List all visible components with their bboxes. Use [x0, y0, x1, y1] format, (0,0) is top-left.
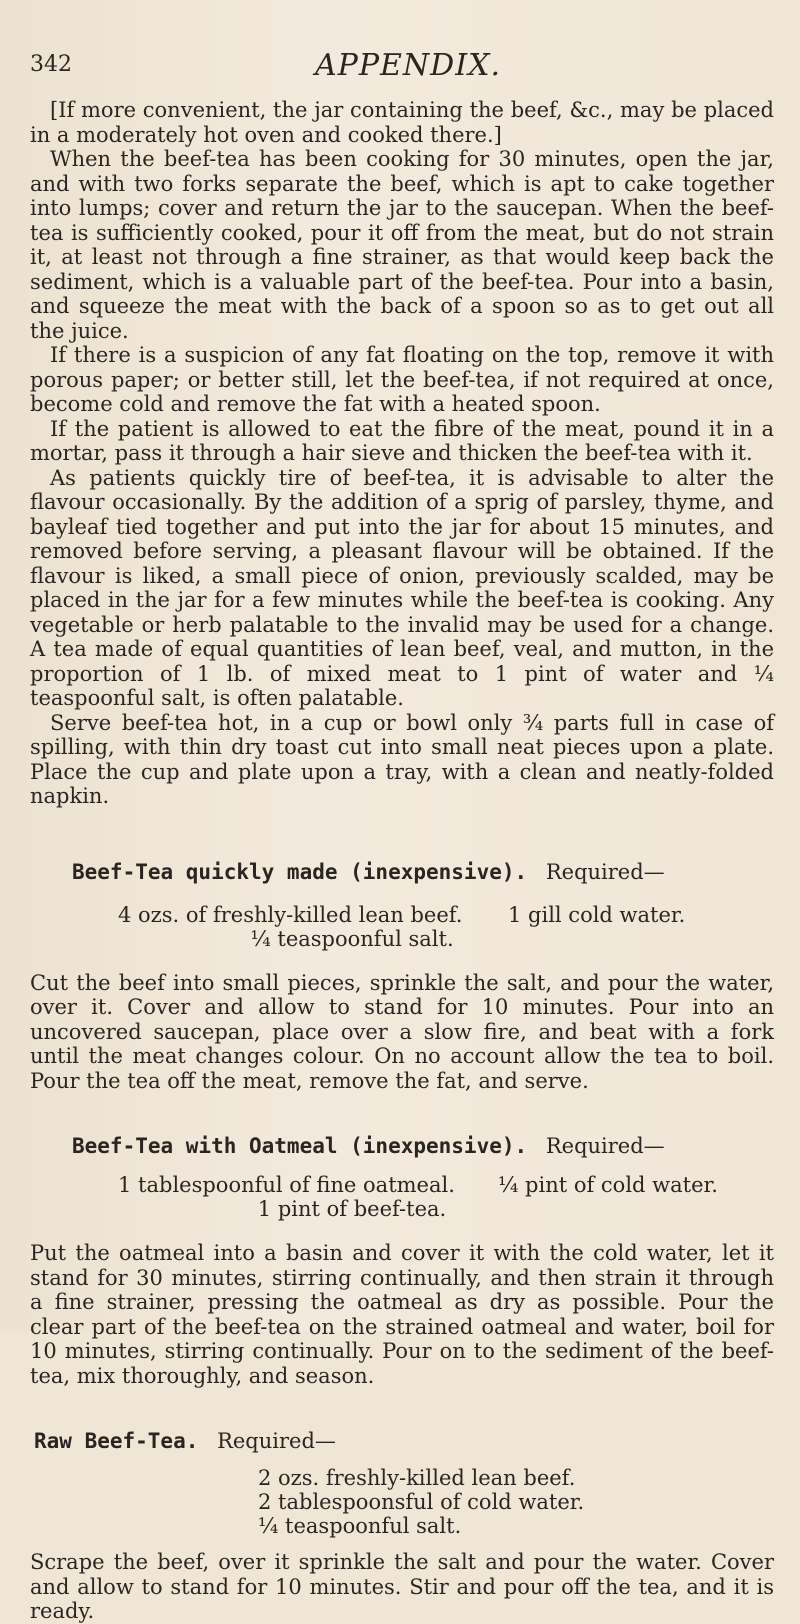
ingredient: 2 ozs. freshly-killed lean beef.: [258, 1466, 576, 1490]
paragraph: As patients quickly tire of beef-tea, it is advisable to alter the flavour occasionally. By the addition of a sprig of parsley, thyme, and bayleaf tied together and put into the jar for about 15 minutes, and removed before serving, a pleasant flavour will be obtained. If the flavour is liked, a small piece of onion, previously scalded, may be placed in the jar for a few minutes while the beef-tea is cooking. Any vegetable or herb palatable to the invalid may be used for a change. A tea made of equal quantities of lean beef, veal, and mutton, in the proportion of 1 lb. of mixed meat to 1 pint of water and ¼ teaspoonful salt, is often palatable.: [30, 465, 774, 710]
ingredient: ¼ pint of cold water.: [498, 1173, 718, 1197]
page-number: 342: [30, 52, 72, 77]
recipe-quick-beef-tea: [30, 859, 774, 1094]
paragraph: Serve beef-tea hot, in a cup or bowl only ¾ parts full in case of spilling, with thin dry toast cut into small neat pieces upon a plate. Place the cup and plate upon a tray, with a clean and neatly-folded napkin.: [30, 710, 774, 808]
paragraph: When the beef-tea has been cooking for 30 minutes, open the jar, and with two forks separate the beef, which is apt to cake together into lumps; cover and return the jar to the saucepan. When the beef-tea is sufficiently cooked, pour it off from the meat, but do not strain it, at least not through a fine strainer, as that would keep back the sediment, which is a valuable part of the beef-tea. Pour into a basin, and squeeze the meat with the back of a spoon so as to get out all the juice.: [30, 147, 774, 343]
required-label: Required—: [217, 1429, 336, 1453]
paragraph: If the patient is allowed to eat the fibre of the meat, pound it in a mortar, pass it through a hair sieve and thicken the beef-tea with it.: [30, 416, 774, 465]
ingredient: 1 pint of beef-tea.: [257, 1197, 447, 1221]
required-label: Required—: [545, 1134, 665, 1158]
ingredient: 2 tablespoonsful of cold water.: [258, 1490, 585, 1514]
ingredient: 1 gill cold water.: [508, 902, 686, 927]
recipe-beef-tea-oatmeal: [30, 1133, 774, 1388]
ingredient-list: [30, 1466, 774, 1538]
recipe-heading: [30, 1428, 774, 1454]
ingredient: ¼ teaspoonful salt.: [258, 1514, 462, 1538]
ingredient: ¼ teaspoonful salt.: [250, 926, 454, 951]
recipe-method: Cut the beef into small pieces, sprinkle the salt, and pour the water, over it. Cover and allow to stand for 10 minutes. Pour into an uncovered saucepan, place over a slow fire, and beat with a fork until the meat changes colour. On no account allow the tea to boil. Pour the tea off the meat, remove the fat, and serve.: [30, 970, 774, 1093]
recipe-title: Raw Beef-Tea.: [34, 1429, 199, 1453]
paragraph: If there is a suspicion of any fat floating on the top, remove it with porous paper; or better still, let the beef-tea, if not required at once, become cold and remove the fat with a heated spoon.: [30, 343, 774, 416]
recipe-heading: [30, 1133, 774, 1159]
ingredient-list: [30, 903, 774, 951]
recipe-raw-beef-tea: [30, 1428, 774, 1624]
recipe-title: Beef-Tea with Oatmeal (inexpensive).: [72, 1134, 528, 1158]
recipe-title: Beef-Tea quickly made (inexpensive).: [72, 859, 528, 884]
ingredient: 4 ozs. of freshly-killed lean beef.: [118, 902, 463, 927]
recipe-method: Scrape the beef, over it sprinkle the salt and pour the water. Cover and allow to stand for 10 minutes. Stir and pour off the tea, and it is ready.: [30, 1550, 774, 1623]
paragraph: [If more convenient, the jar containing the beef, &c., may be placed in a moderately hot oven and cooked there.]: [30, 98, 774, 147]
page-body: [30, 98, 774, 1624]
required-label: Required—: [545, 859, 665, 884]
recipe-method: Put the oatmeal into a basin and cover it with the cold water, let it stand for 30 minutes, stirring continually, and then strain it through a fine strainer, pressing the oatmeal as dry as possible. Pour the clear part of the beef-tea on the strained oatmeal and water, boil for 10 minutes, stirring continually. Pour on to the sediment of the beef-tea, mix thoroughly, and season.: [30, 1241, 774, 1388]
recipe-heading: [30, 859, 774, 885]
page-header: [30, 48, 780, 92]
running-head: APPENDIX.: [315, 48, 501, 83]
ingredient: 1 tablespoonful of fine oatmeal.: [118, 1173, 455, 1197]
ingredient-list: [30, 1173, 774, 1221]
